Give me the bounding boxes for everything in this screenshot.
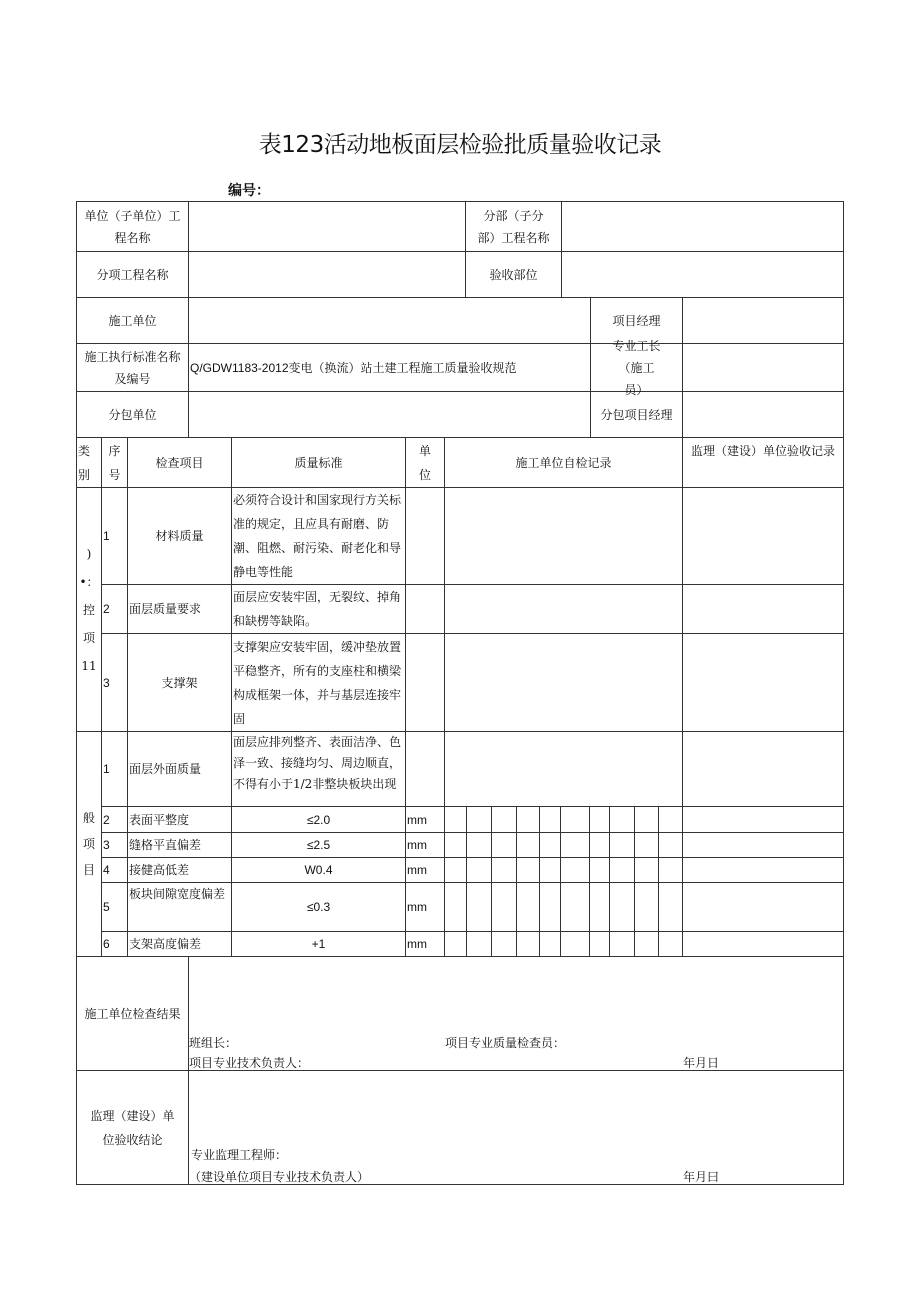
result-label: 施工单位检查结果 <box>77 957 189 1071</box>
sub-value[interactable] <box>189 392 591 438</box>
code-label: 编号： <box>228 183 270 199</box>
measurement-cell[interactable] <box>590 932 610 957</box>
header-item: 检查项目 <box>128 438 232 488</box>
page-title: 表123活动地板面层检验批质量验收记录 <box>258 132 662 158</box>
row-standard: 必须符合设计和国家现行方关标准的规定，且应具有耐磨、防潮、阻燃、耐污染、耐老化和导静电等性能 <box>232 488 406 585</box>
row-standard: W0.4 <box>232 858 406 883</box>
foreman-label: 专业工长（施工员） <box>591 344 683 392</box>
measurement-cell[interactable] <box>659 807 683 833</box>
row-item: 接健高低差 <box>128 858 232 883</box>
pm-value[interactable] <box>683 298 844 344</box>
row-no: 3 <box>102 634 128 732</box>
sub-pm-value[interactable] <box>683 392 844 438</box>
measurement-cell[interactable] <box>445 858 467 883</box>
measurement-cell[interactable] <box>467 833 492 858</box>
row-unit <box>406 585 445 634</box>
row-standard: ≤2.0 <box>232 807 406 833</box>
pm-label: 项目经理 <box>591 298 683 344</box>
unit-label: 单位（子单位）工程名称 <box>77 202 189 252</box>
row-unit: mm <box>406 833 445 858</box>
conclusion-date: 年月曰 <box>683 1170 720 1184</box>
row-unit: mm <box>406 807 445 833</box>
result-date: 年月日 <box>683 1056 720 1070</box>
row-unit <box>406 732 445 807</box>
standard-value[interactable]: Q/GDW1183-2012变电（换流）站土建工程施工质量验收规范 <box>189 344 591 392</box>
measurement-cell[interactable] <box>561 932 590 957</box>
self-check-cell[interactable] <box>445 732 683 807</box>
row-unit: mm <box>406 932 445 957</box>
measurement-cell[interactable] <box>517 833 540 858</box>
measurement-cell[interactable] <box>635 932 659 957</box>
owner-label: （建设单位项目专业技术负责人） <box>189 1170 370 1184</box>
inspector-label: 项目专业质量检查员： <box>445 1036 566 1050</box>
part-label: 验收部位 <box>466 252 562 298</box>
tech-lead-label: 项目专业技术负责人： <box>189 1056 310 1070</box>
measurement-cell[interactable] <box>561 833 590 858</box>
measurement-cell[interactable] <box>590 833 610 858</box>
measurement-cell[interactable] <box>492 807 517 833</box>
self-check-cell[interactable] <box>445 488 683 585</box>
measurement-cell[interactable] <box>659 833 683 858</box>
subitem-value[interactable] <box>189 252 466 298</box>
header-self-check: 施工单位自检记录 <box>445 438 683 488</box>
measurement-cell[interactable] <box>445 833 467 858</box>
row-item: 板块间隙宽度偏差 <box>128 883 232 932</box>
supervisor-cell[interactable] <box>683 833 844 858</box>
row-item: 面层质量要求 <box>128 585 232 634</box>
measurement-cell[interactable] <box>561 807 590 833</box>
sub-label: 分包单位 <box>77 392 189 438</box>
row-no: 4 <box>102 858 128 883</box>
row-no: 2 <box>102 807 128 833</box>
leader-label: 班组长： <box>189 1036 238 1050</box>
row-item: 缝格平直偏差 <box>128 833 232 858</box>
self-check-cell[interactable] <box>445 634 683 732</box>
self-check-cell[interactable] <box>445 585 683 634</box>
row-no: 1 <box>102 488 128 585</box>
measurement-cell[interactable] <box>610 858 635 883</box>
row-no: 2 <box>102 585 128 634</box>
row-standard: ≤2.5 <box>232 833 406 858</box>
division-value[interactable] <box>562 202 844 252</box>
measurement-cell[interactable] <box>492 932 517 957</box>
measurement-cell[interactable] <box>445 807 467 833</box>
measurement-cell[interactable] <box>635 858 659 883</box>
measurement-cell[interactable] <box>590 858 610 883</box>
measurement-cell[interactable] <box>540 858 561 883</box>
row-item: 支撑架 <box>128 634 232 732</box>
measurement-cell[interactable] <box>492 858 517 883</box>
measurement-cell[interactable] <box>517 932 540 957</box>
measurement-cell[interactable] <box>445 883 467 932</box>
row-item: 面层外面质量 <box>128 732 232 807</box>
main-control-category: )•：控项11 <box>77 488 102 732</box>
measurement-cell[interactable] <box>590 807 610 833</box>
row-standard: ≤0.3 <box>232 883 406 932</box>
measurement-cell[interactable] <box>610 883 635 932</box>
row-standard: 支撑架应安装牢固，缓冲垫放置平稳整齐，所有的支座柱和横梁构成框架一体，并与基层连接牢固 <box>232 634 406 732</box>
measurement-cell[interactable] <box>610 807 635 833</box>
supervisor-cell[interactable] <box>683 807 844 833</box>
measurement-cell[interactable] <box>540 807 561 833</box>
header-category: 类别 <box>77 438 102 488</box>
unit-value[interactable] <box>189 202 466 252</box>
measurement-cell[interactable] <box>540 833 561 858</box>
row-standard: +1 <box>232 932 406 957</box>
row-item: 支架高度偏差 <box>128 932 232 957</box>
measurement-cell[interactable] <box>517 858 540 883</box>
supervisor-cell[interactable] <box>683 858 844 883</box>
sub-pm-label: 分包项目经理 <box>591 392 683 438</box>
supervisor-cell[interactable] <box>683 585 844 634</box>
measurement-cell[interactable] <box>467 858 492 883</box>
supervisor-cell[interactable] <box>683 883 844 932</box>
header-standard: 质量标准 <box>232 438 406 488</box>
measurement-cell[interactable] <box>610 932 635 957</box>
supervisor-cell[interactable] <box>683 634 844 732</box>
measurement-cell[interactable] <box>517 883 540 932</box>
measurement-cell[interactable] <box>492 883 517 932</box>
supervisor-cell[interactable] <box>683 932 844 957</box>
measurement-cell[interactable] <box>590 883 610 932</box>
subitem-label: 分项工程名称 <box>77 252 189 298</box>
part-value[interactable] <box>562 252 844 298</box>
measurement-cell[interactable] <box>540 883 561 932</box>
supervisor-cell[interactable] <box>683 732 844 807</box>
standard-label: 施工执行标准名称及编号 <box>77 344 189 392</box>
measurement-cell[interactable] <box>659 932 683 957</box>
row-standard: 面层应排列整齐、表面洁净、色泽一致、接缝均匀、周边顺直，不得有小于1/2非整块板块出现 <box>232 732 406 807</box>
measurement-cell[interactable] <box>492 833 517 858</box>
measurement-cell[interactable] <box>659 858 683 883</box>
row-no: 3 <box>102 833 128 858</box>
measurement-cell[interactable] <box>540 932 561 957</box>
row-no: 5 <box>102 883 128 932</box>
conclusion-label: 监理（建设）单位验收结论 <box>77 1071 189 1185</box>
measurement-cell[interactable] <box>467 932 492 957</box>
row-unit <box>406 488 445 585</box>
measurement-cell[interactable] <box>659 883 683 932</box>
row-item: 材料质量 <box>128 488 232 585</box>
row-unit: mm <box>406 883 445 932</box>
general-category: 般项目 <box>77 732 102 957</box>
measurement-cell[interactable] <box>635 807 659 833</box>
measurement-cell[interactable] <box>561 858 590 883</box>
measurement-cell[interactable] <box>517 807 540 833</box>
measurement-cell[interactable] <box>610 833 635 858</box>
row-standard: 面层应安装牢固，无裂纹、掉角和缺楞等缺陷。 <box>232 585 406 634</box>
row-unit <box>406 634 445 732</box>
foreman-value[interactable] <box>683 344 844 392</box>
contractor-value[interactable] <box>189 298 591 344</box>
measurement-cell[interactable] <box>561 883 590 932</box>
header-unit: 单位 <box>406 438 445 488</box>
row-no: 6 <box>102 932 128 957</box>
row-item: 表面平整度 <box>128 807 232 833</box>
header-supervisor: 监理（建设）单位验收记录 <box>683 438 844 488</box>
measurement-cell[interactable] <box>467 883 492 932</box>
row-no: 1 <box>102 732 128 807</box>
measurement-cell[interactable] <box>467 807 492 833</box>
supervisor-cell[interactable] <box>683 488 844 585</box>
division-label: 分部（子分部）工程名称 <box>466 202 562 252</box>
engineer-label: 专业监理工程师： <box>191 1148 288 1162</box>
measurement-cell[interactable] <box>635 883 659 932</box>
measurement-cell[interactable] <box>635 833 659 858</box>
measurement-cell[interactable] <box>445 932 467 957</box>
header-no: 序号 <box>102 438 128 488</box>
record-table <box>76 201 844 1185</box>
row-unit: mm <box>406 858 445 883</box>
contractor-label: 施工单位 <box>77 298 189 344</box>
